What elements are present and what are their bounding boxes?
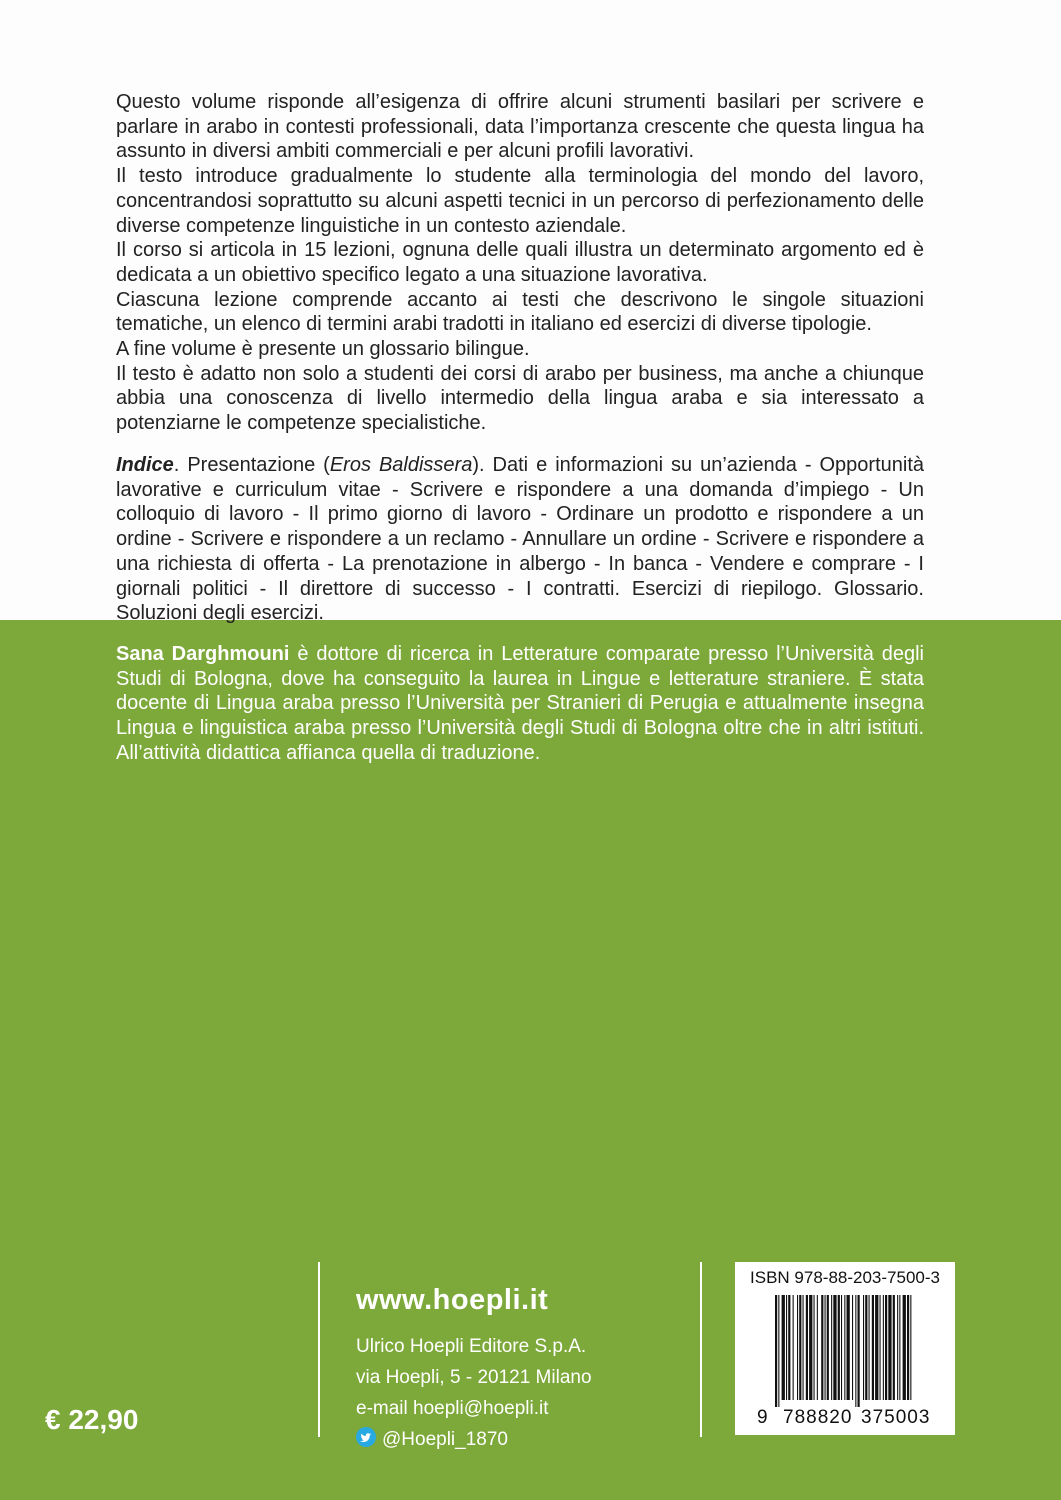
barcode-bar — [875, 1295, 878, 1400]
divider-left — [318, 1262, 320, 1437]
publisher-twitter — [356, 1424, 592, 1455]
divider-right — [700, 1262, 702, 1437]
barcode-bar — [865, 1295, 867, 1400]
barcode-digit-group-2: 375003 — [861, 1407, 931, 1428]
barcode-bar — [847, 1295, 850, 1400]
index-presentation: . Presentazione ( — [173, 454, 330, 476]
barcode-bar — [833, 1295, 836, 1400]
description-paragraph-6: Il testo è adatto non solo a studenti dei corsi di arabo per business, ma anche a chiunque abbia una conoscenza di livello intermedio della lingua araba e sia interessato a potenziarne le competenze specialistiche. — [116, 362, 924, 435]
barcode-digit-group-1: 788820 — [783, 1407, 853, 1428]
barcode-bar — [910, 1295, 911, 1400]
barcode-bar — [778, 1295, 779, 1407]
description-paragraph-3: Il corso si articola in 15 lezioni, ognuna delle quali illustra un determinato argomento ed è dedicata a un obiettivo specifico legato a una situazione lavorativa. — [116, 239, 924, 286]
barcode-bar — [858, 1295, 860, 1407]
barcode-bar — [814, 1295, 815, 1400]
twitter-handle: @Hoepli_1870 — [382, 1429, 508, 1450]
barcode-bar — [897, 1295, 898, 1400]
barcode-digit-first: 9 — [757, 1407, 769, 1428]
barcode-bar — [817, 1295, 818, 1400]
barcode-bar — [775, 1295, 777, 1407]
barcode-bar — [844, 1295, 845, 1400]
author-name: Sana Darghmouni — [116, 643, 290, 665]
publisher-website: www.hoepli.it — [356, 1284, 549, 1316]
barcode-bar — [799, 1295, 801, 1400]
barcode-bar — [825, 1295, 826, 1400]
barcode-bar — [907, 1295, 909, 1400]
index-body: ). Dati e informazioni su un’azienda - Opportunità lavorative e curriculum vitae - Scrivere e rispondere a una domanda d’impiego - Un colloquio di lavoro - Il primo giorno di lavoro - Ordinare un prodotto e rispondere a un ordine - Scrivere e rispondere a un reclamo - Annullare un ordine - Scrivere e rispondere a una richiesta di offerta - La prenotazione in albergo - In banca - Vendere e comprare - I giornali politici - Il direttore di successo - I contratti. Esercizi di riepilogo. Glossario. Soluzioni degli esercizi. — [116, 454, 924, 625]
description-paragraph-1: Questo volume risponde all’esigenza di offrire alcuni strumenti basilari per scrivere e parlare in arabo in contesti professionali, data l’importanza crescente che questa lingua ha assunto in diversi ambiti commerciali e per alcuni profili lavorativi. — [116, 91, 924, 163]
barcode-bar — [893, 1295, 895, 1400]
barcode-bar — [831, 1295, 832, 1400]
barcode-bar — [793, 1295, 794, 1400]
barcode-bar — [899, 1295, 900, 1400]
publisher-info — [356, 1283, 592, 1455]
barcode-bar — [788, 1295, 790, 1400]
author-bio — [116, 642, 924, 766]
barcode-bar — [827, 1295, 829, 1400]
barcode-bar — [855, 1295, 856, 1407]
barcode-bar — [869, 1295, 870, 1400]
publisher-name: Ulrico Hoepli Editore S.p.A. — [356, 1336, 587, 1357]
barcode-bar — [880, 1295, 881, 1400]
barcode-bar — [797, 1295, 798, 1400]
publisher-email: e-mail hoepli@hoepli.it — [356, 1398, 549, 1419]
index-presentation-author: Eros Baldissera — [329, 454, 473, 476]
publisher-address: via Hoepli, 5 - 20121 Milano — [356, 1367, 592, 1388]
barcode-bar — [883, 1295, 884, 1400]
barcode-bar — [885, 1295, 887, 1400]
twitter-bird-icon — [356, 1427, 376, 1447]
isbn-number: ISBN 978-88-203-7500-3 — [750, 1268, 940, 1287]
description-paragraph-5: A fine volume è presente un glossario bilingue. — [116, 338, 530, 361]
barcode-bar — [803, 1295, 804, 1400]
barcode-bar — [852, 1295, 853, 1400]
barcode-bar — [821, 1295, 823, 1400]
book-description — [116, 90, 924, 436]
barcode-bar — [806, 1295, 808, 1400]
barcode-bar — [841, 1295, 842, 1400]
isbn-barcode — [735, 1262, 955, 1435]
index-label: Indice — [116, 454, 174, 476]
barcode-bar — [782, 1295, 785, 1400]
barcode-bar — [872, 1295, 874, 1400]
description-paragraph-2: Il testo introduce gradualmente lo studente alla terminologia del mondo del lavoro, concentrandosi soprattutto su alcuni aspetti tecnici in un percorso di perfezionamento delle diverse competenze linguistiche in un contesto aziendale. — [116, 165, 924, 237]
barcode-bar — [786, 1295, 787, 1400]
table-of-contents — [116, 453, 924, 626]
barcode-bar — [838, 1295, 840, 1400]
barcode-bar — [888, 1295, 891, 1400]
barcode-bar — [903, 1295, 906, 1400]
description-paragraph-4: Ciascuna lezione comprende accanto ai testi che descrivono le singole situazioni tematiche, un elenco di termini arabi tradotti in italiano ed esercizi di diverse tipologie. — [116, 288, 924, 336]
price-label: € 22,90 — [45, 1404, 139, 1435]
author-bio-text: è dottore di ricerca in Letterature comparate presso l’Università degli Studi di Bologna, dove ha conseguito la laurea in Lingue e letterature straniere. È stata docente di Lingua araba presso l’Università per Stranieri di Perugia e attualmente insegna Lingua e linguistica araba presso l’Università degli Studi di Bologna oltre che in altri istituti. All’attività didattica affianca quella di traduzione. — [116, 643, 924, 764]
barcode-bar — [863, 1295, 864, 1400]
barcode-bar — [809, 1295, 812, 1400]
